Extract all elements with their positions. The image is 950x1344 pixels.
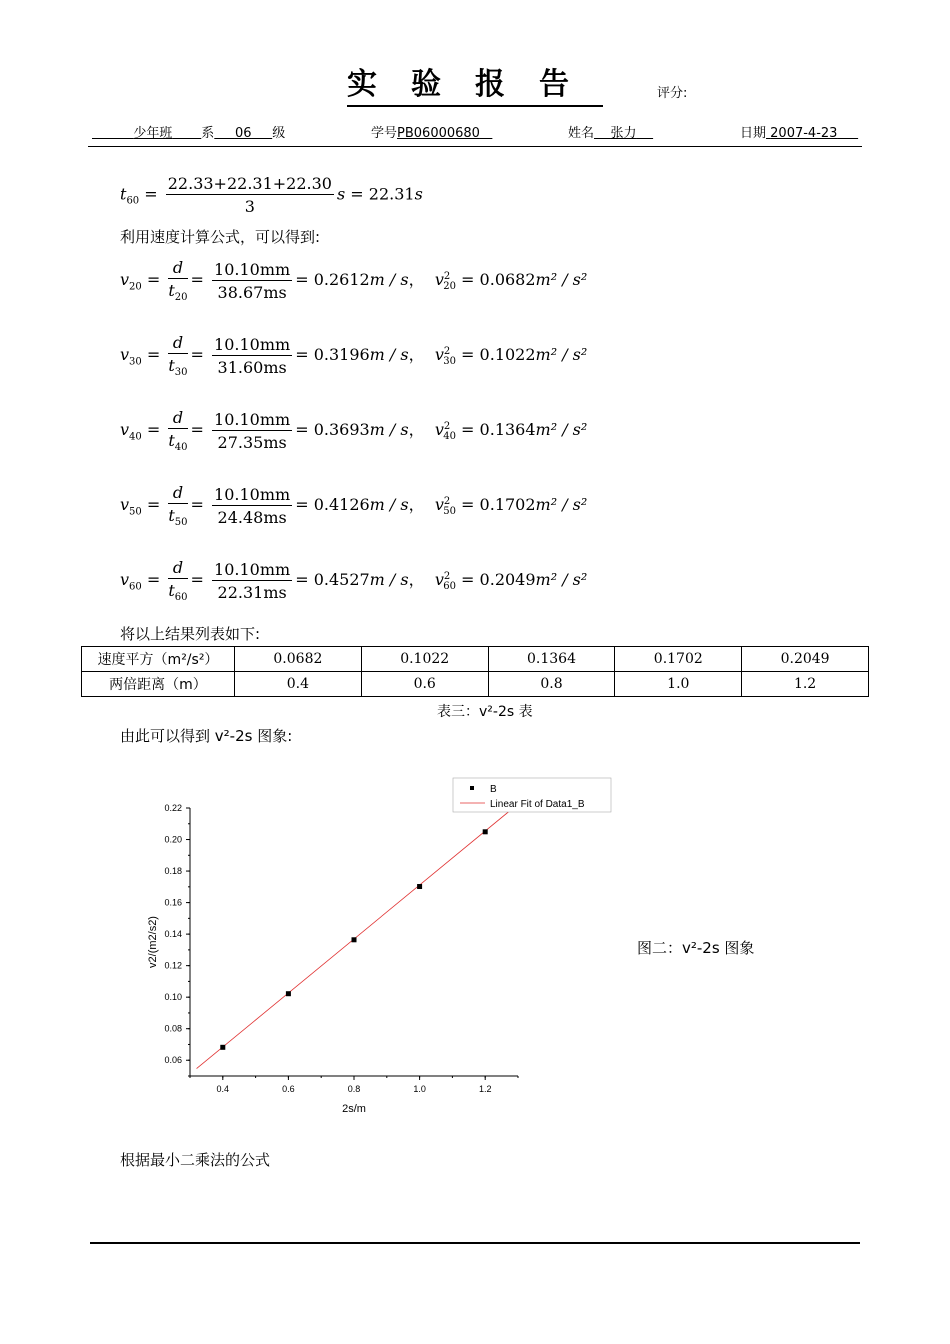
table-intro-text: 将以上结果列表如下: bbox=[120, 625, 261, 643]
dept-suffix: 系 bbox=[201, 126, 215, 141]
velocity-formula-row: $v_{30}$ = $\frac{d}{t_{30}}$ = $\frac{10.10mm}{31.60ms}$ = 0.3196m / s， $v^2_{30} = 0.1022m^2 / s^2$ bbox=[120, 333, 588, 379]
formula-part: 30 bbox=[129, 356, 142, 368]
class-name: 少年班 bbox=[133, 126, 173, 141]
name-label: 姓名 bbox=[568, 126, 595, 141]
page-bottom-rule bbox=[90, 1242, 860, 1244]
x-tick-label: 0.4 bbox=[216, 1084, 230, 1094]
y-tick-label: 0.08 bbox=[164, 1023, 182, 1034]
formula-part: m² / s² bbox=[535, 270, 588, 290]
table-cell: 1.0 bbox=[615, 672, 742, 697]
formula-part: 0.3196 bbox=[313, 345, 370, 365]
formula-part: t bbox=[168, 281, 175, 300]
data-point bbox=[417, 884, 422, 889]
class-field bbox=[92, 122, 285, 141]
formula-part: m² / s² bbox=[535, 420, 588, 440]
t60-fraction bbox=[166, 174, 334, 216]
formula-part: d bbox=[168, 258, 187, 279]
formula-part: 10.10mm bbox=[214, 409, 291, 429]
formula-part: 0.2049 bbox=[479, 570, 536, 590]
formula-part: 30 bbox=[174, 367, 188, 379]
formula-part: m / s bbox=[369, 420, 409, 440]
table-cell: 0.1022 bbox=[361, 647, 488, 672]
formula-part: 0.1364 bbox=[479, 420, 536, 440]
t60-result-unit: s bbox=[414, 184, 423, 204]
x-tick-label: 0.6 bbox=[282, 1084, 295, 1094]
student-info-row bbox=[88, 122, 862, 147]
t60-subscript: 60 bbox=[126, 195, 140, 207]
formula-part: 50 bbox=[174, 517, 188, 529]
table-row-double-distance bbox=[82, 672, 869, 697]
table-cell: 0.1702 bbox=[615, 647, 742, 672]
formula-part: 20 bbox=[443, 281, 456, 293]
x-tick-label: 1.2 bbox=[478, 1084, 492, 1094]
velocity-formula-row: $v_{60}$ = $\frac{d}{t_{60}}$ = $\frac{10.10mm}{22.31ms}$ = 0.4527m / s， $v^2_{60} = 0.2049m^2 / s^2$ bbox=[120, 558, 588, 604]
formula-part: 10.10mm bbox=[214, 484, 291, 504]
y-tick-label: 0.16 bbox=[164, 897, 182, 908]
velocity-formula-row: $v_{20}$ = $\frac{d}{t_{20}}$ = $\frac{10.10mm}{38.67ms}$ = 0.2612m / s， $v^2_{20} = 0.0682m^2 / s^2$ bbox=[120, 258, 588, 304]
x-axis-label: 2s/m bbox=[342, 1103, 366, 1115]
x-tick-label: 1.0 bbox=[413, 1084, 426, 1094]
formula-part: 40 bbox=[129, 431, 142, 443]
t60-result: = 22.31 bbox=[350, 184, 415, 204]
formula-part: 50 bbox=[443, 506, 456, 518]
y-tick-label: 0.18 bbox=[164, 866, 182, 877]
table-cell: 0.1364 bbox=[488, 647, 615, 672]
formula-part: d bbox=[168, 333, 187, 354]
student-id-value: PB06000680 bbox=[397, 126, 480, 141]
formula-part: d bbox=[168, 558, 187, 579]
formula-part: m / s bbox=[369, 270, 409, 290]
legend-marker-b bbox=[470, 786, 474, 790]
y-tick-label: 0.14 bbox=[164, 929, 182, 940]
least-squares-text: 根据最小二乘法的公式 bbox=[120, 1151, 271, 1169]
grade-number: 06 bbox=[234, 126, 252, 141]
student-id-label: 学号 bbox=[371, 126, 398, 141]
formula-part: 20 bbox=[174, 292, 188, 304]
formula-part: 0.1022 bbox=[479, 345, 536, 365]
results-table bbox=[81, 646, 869, 697]
formula-part: d bbox=[168, 483, 187, 504]
t60-denominator: 3 bbox=[244, 197, 255, 216]
formula-part: 60 bbox=[443, 581, 456, 593]
formula-part: 60 bbox=[174, 592, 188, 604]
table-cell: 0.6 bbox=[361, 672, 488, 697]
formula-part: 22.31ms bbox=[217, 582, 287, 602]
table-cell: 0.4 bbox=[235, 672, 362, 697]
student-id-field bbox=[371, 122, 492, 141]
velocity-formula-row: $v_{50}$ = $\frac{d}{t_{50}}$ = $\frac{10.10mm}{24.48ms}$ = 0.4126m / s， $v^2_{50} = 0.1702m^2 / s^2$ bbox=[120, 483, 588, 529]
table-row-velocity-squared bbox=[82, 647, 869, 672]
formula-part: 0.0682 bbox=[479, 270, 536, 290]
formula-part: 0.2612 bbox=[313, 270, 370, 290]
formula-part: 0.1702 bbox=[479, 495, 536, 515]
formula-part: m² / s² bbox=[535, 345, 588, 365]
formula-part: 0.4126 bbox=[313, 495, 370, 515]
name-field bbox=[568, 122, 653, 141]
formula-part: m / s bbox=[369, 345, 409, 365]
table-cell: 0.8 bbox=[488, 672, 615, 697]
table-row-label: 速度平方（m²/s²） bbox=[82, 647, 235, 672]
t60-unit: s bbox=[336, 184, 346, 204]
score-label: 评分: bbox=[657, 86, 688, 101]
formula-part: m² / s² bbox=[535, 495, 588, 515]
table-cell: 0.2049 bbox=[742, 647, 869, 672]
legend-label-fit: Linear Fit of Data1_B bbox=[490, 799, 585, 810]
report-title-text: 实验报告 bbox=[347, 66, 603, 107]
data-point bbox=[352, 937, 357, 942]
table-cell: 1.2 bbox=[742, 672, 869, 697]
t60-numerator: 22.33+22.31+22.30 bbox=[167, 174, 332, 193]
graph-intro-text: 由此可以得到 v²-2s 图象: bbox=[120, 727, 293, 745]
figure-caption: 图二：v²-2s 图象 bbox=[637, 939, 755, 957]
formula-part: m / s bbox=[369, 495, 409, 515]
formula-part: 40 bbox=[443, 431, 456, 443]
date-label: 日期 bbox=[740, 126, 767, 141]
legend-label-b: B bbox=[490, 784, 497, 795]
y-tick-label: 0.22 bbox=[164, 803, 182, 813]
date-value: 2007-4-23 bbox=[770, 126, 838, 141]
formula-part: 31.60ms bbox=[217, 357, 287, 377]
report-title bbox=[0, 66, 950, 106]
data-point bbox=[286, 991, 291, 996]
formula-part: 27.35ms bbox=[217, 432, 287, 452]
data-point bbox=[220, 1045, 225, 1050]
formula-part: d bbox=[168, 408, 187, 429]
formula-part: 10.10mm bbox=[214, 559, 291, 579]
velocity-intro-text: 利用速度计算公式，可以得到: bbox=[120, 228, 321, 246]
formula-part: 0.3693 bbox=[313, 420, 370, 440]
name-value: 张力 bbox=[610, 126, 637, 141]
t60-symbol: t bbox=[120, 184, 127, 204]
formula-part: 40 bbox=[174, 442, 188, 454]
formula-part: 38.67ms bbox=[217, 282, 287, 302]
formula-part: t bbox=[168, 431, 175, 450]
velocity-formula-row: $v_{40}$ = $\frac{d}{t_{40}}$ = $\frac{10.10mm}{27.35ms}$ = 0.3693m / s， $v^2_{40} = 0.1364m^2 / s^2$ bbox=[120, 408, 588, 454]
date-field bbox=[740, 122, 858, 141]
formula-part: 60 bbox=[129, 581, 142, 593]
y-tick-label: 0.12 bbox=[164, 960, 182, 971]
y-axis-label: v2/(m2/s2) bbox=[147, 916, 159, 968]
y-tick-label: 0.10 bbox=[164, 992, 182, 1003]
formula-part: 24.48ms bbox=[217, 507, 287, 527]
v2-vs-2s-chart bbox=[140, 770, 620, 1120]
y-tick-label: 0.06 bbox=[164, 1055, 182, 1066]
data-point bbox=[483, 829, 488, 834]
x-tick-label: 0.8 bbox=[347, 1084, 361, 1094]
formula-part: 30 bbox=[443, 356, 456, 368]
formula-part: t bbox=[168, 356, 175, 375]
formula-part: 20 bbox=[129, 281, 142, 293]
table-cell: 0.0682 bbox=[235, 647, 362, 672]
formula-part: m² / s² bbox=[535, 570, 588, 590]
formula-part: 50 bbox=[129, 506, 142, 518]
y-tick-label: 0.20 bbox=[164, 834, 182, 845]
formula-part: 0.4527 bbox=[313, 570, 370, 590]
table-caption: 表三：v²-2s 表 bbox=[437, 704, 533, 720]
formula-part: 10.10mm bbox=[214, 334, 291, 354]
table-row-label: 两倍距离（m） bbox=[82, 672, 235, 697]
formula-part: 10.10mm bbox=[214, 259, 291, 279]
formula-part: t bbox=[168, 581, 175, 600]
grade-suffix: 级 bbox=[272, 126, 286, 141]
formula-part: m / s bbox=[369, 570, 409, 590]
formula-part: t bbox=[168, 506, 175, 525]
t60-formula: $t_{60}$ = $\frac{22.33+22.31+22.30}{3}$ s = 22.31s bbox=[120, 174, 423, 216]
